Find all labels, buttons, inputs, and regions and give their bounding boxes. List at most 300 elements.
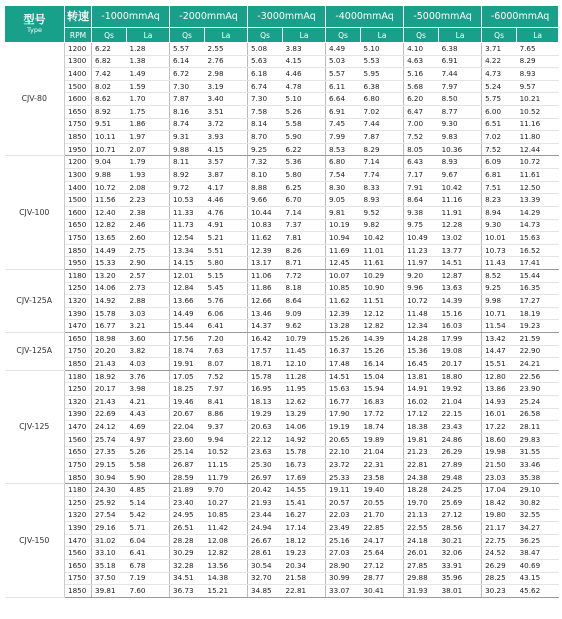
qs-cell: 18.92	[92, 370, 127, 383]
qs-cell: 9.30	[482, 219, 517, 232]
la-cell: 35.38	[517, 471, 559, 484]
la-cell: 1.79	[127, 156, 170, 169]
la-cell: 10.29	[361, 269, 404, 282]
qs-cell: 7.52	[404, 131, 439, 144]
qs-cell: 9.75	[404, 219, 439, 232]
la-cell: 7.44	[439, 68, 482, 81]
qs-cell: 9.31	[170, 131, 205, 144]
qs-cell: 7.00	[404, 118, 439, 131]
table-row	[5, 345, 559, 358]
la-cell: 8.33	[361, 181, 404, 194]
la-cell: 7.37	[283, 219, 326, 232]
la-cell: 13.63	[439, 282, 482, 295]
qs-cell: 28.28	[170, 534, 205, 547]
la-cell: 8.26	[283, 244, 326, 257]
qs-cell: 6.64	[326, 93, 361, 106]
la-cell: 4.21	[127, 396, 170, 409]
table-row	[5, 421, 559, 434]
type-header-label: 型号	[23, 13, 46, 26]
la-cell: 9.70	[205, 484, 248, 497]
qs-cell: 17.22	[482, 421, 517, 434]
qs-cell: 6.11	[326, 80, 361, 93]
qs-cell: 17.04	[482, 484, 517, 497]
la-cell: 16.27	[283, 509, 326, 522]
qs-cell: 13.17	[248, 257, 283, 270]
qs-cell: 10.19	[326, 219, 361, 232]
la-cell: 13.02	[439, 232, 482, 245]
qs-cell: 21.50	[482, 459, 517, 472]
qs-cell: 12.34	[404, 320, 439, 333]
model-cell: CJV-100	[5, 156, 65, 269]
qs-cell: 20.17	[92, 383, 127, 396]
rpm-cell: 1470	[65, 320, 92, 333]
qs-cell: 8.11	[170, 156, 205, 169]
la-cell: 5.10	[361, 43, 404, 56]
la-cell: 14.55	[283, 484, 326, 497]
la-cell: 10.42	[361, 232, 404, 245]
rpm-cell: 1750	[65, 118, 92, 131]
la-cell: 14.39	[361, 333, 404, 346]
la-cell: 28.56	[439, 522, 482, 535]
la-cell: 33.91	[439, 559, 482, 572]
table-row	[5, 257, 559, 270]
la-cell: 22.15	[439, 408, 482, 421]
la-cell: 23.58	[361, 471, 404, 484]
la-cell: 12.28	[439, 219, 482, 232]
la-cell: 30.21	[439, 534, 482, 547]
qs-cell: 10.07	[326, 269, 361, 282]
qs-cell: 8.70	[248, 131, 283, 144]
qs-cell: 22.69	[92, 408, 127, 421]
qs-cell: 16.42	[248, 333, 283, 346]
table-row	[5, 118, 559, 131]
la-cell: 6.80	[361, 93, 404, 106]
la-cell: 11.15	[205, 459, 248, 472]
qs-cell: 19.80	[482, 509, 517, 522]
la-cell: 2.98	[205, 68, 248, 81]
qs-cell: 11.62	[326, 295, 361, 308]
qs-cell: 26.87	[170, 459, 205, 472]
qs-cell: 28.59	[170, 471, 205, 484]
la-cell: 5.15	[205, 269, 248, 282]
qs-cell: 26.01	[404, 547, 439, 560]
qs-cell: 30.23	[482, 585, 517, 598]
qs-cell: 19.11	[326, 484, 361, 497]
qs-cell: 11.06	[248, 269, 283, 282]
la-cell: 8.29	[361, 143, 404, 156]
qs-cell: 12.54	[170, 232, 205, 245]
la-cell: 1.38	[127, 55, 170, 68]
la-cell: 17.27	[517, 295, 559, 308]
qs-cell: 20.42	[248, 484, 283, 497]
rpm-header-label: 转速	[67, 9, 89, 23]
qs-cell: 9.96	[404, 282, 439, 295]
qs-cell: 8.10	[248, 169, 283, 182]
table-row	[5, 585, 559, 598]
la-cell: 16.73	[283, 459, 326, 472]
qs-cell: 15.44	[170, 320, 205, 333]
qs-cell: 13.34	[170, 244, 205, 257]
qs-cell: 18.28	[404, 484, 439, 497]
qs-cell: 8.52	[482, 269, 517, 282]
la-cell: 5.36	[283, 156, 326, 169]
qs-cell: 21.17	[482, 522, 517, 535]
la-cell: 21.04	[361, 446, 404, 459]
qs-cell: 15.51	[482, 358, 517, 371]
la-cell: 19.40	[361, 484, 404, 497]
qs-cell: 9.38	[404, 206, 439, 219]
la-cell: 4.91	[205, 219, 248, 232]
la-cell: 20.17	[439, 358, 482, 371]
qs-cell: 7.42	[92, 68, 127, 81]
table-row	[5, 232, 559, 245]
la-cell: 22.85	[361, 522, 404, 535]
qs-cell: 28.25	[482, 572, 517, 585]
rpm-cell: 1650	[65, 446, 92, 459]
qs-cell: 4.10	[404, 43, 439, 56]
la-cell: 32.55	[517, 509, 559, 522]
qs-cell: 27.03	[326, 547, 361, 560]
la-cell: 10.27	[205, 496, 248, 509]
qs-cell: 5.63	[248, 55, 283, 68]
qs-cell: 6.09	[482, 156, 517, 169]
la-cell: 8.29	[517, 55, 559, 68]
la-cell: 30.82	[517, 496, 559, 509]
qs-cell: 5.03	[326, 55, 361, 68]
qs-cell: 23.63	[248, 446, 283, 459]
qs-cell: 10.83	[248, 219, 283, 232]
la-cell: 7.81	[283, 232, 326, 245]
la-cell: 9.09	[283, 307, 326, 320]
model-cell: CJV-125A	[5, 333, 65, 371]
la-cell: 38.01	[439, 585, 482, 598]
qs-cell: 15.33	[92, 257, 127, 270]
qs-cell: 33.07	[326, 585, 361, 598]
pressure-header-5: -5000mmAq	[404, 6, 482, 28]
la-cell: 7.44	[361, 118, 404, 131]
qs-cell: 11.48	[404, 307, 439, 320]
qs-cell: 14.37	[248, 320, 283, 333]
qs-cell: 6.72	[170, 68, 205, 81]
la-cell: 5.14	[127, 496, 170, 509]
la-cell: 11.01	[361, 244, 404, 257]
qs-cell: 9.88	[170, 143, 205, 156]
qs-cell: 24.38	[404, 471, 439, 484]
qs-cell: 16.01	[482, 408, 517, 421]
qs-cell: 9.25	[248, 143, 283, 156]
rpm-cell: 1850	[65, 358, 92, 371]
la-cell: 18.19	[517, 307, 559, 320]
la-cell: 23.90	[517, 383, 559, 396]
la-cell: 8.93	[439, 156, 482, 169]
la-cell: 12.82	[205, 547, 248, 560]
qs-cell: 14.92	[92, 295, 127, 308]
la-cell: 10.42	[439, 181, 482, 194]
qs-cell: 14.91	[404, 383, 439, 396]
la-cell: 10.21	[517, 93, 559, 106]
la-cell: 29.48	[439, 471, 482, 484]
la-cell: 7.87	[361, 131, 404, 144]
qs-cell: 13.65	[92, 232, 127, 245]
table-row	[5, 106, 559, 119]
la-cell: 11.91	[439, 206, 482, 219]
rpm-cell: 1320	[65, 295, 92, 308]
qs-cell: 22.81	[404, 459, 439, 472]
la-cell: 43.15	[517, 572, 559, 585]
qs-cell: 6.91	[326, 106, 361, 119]
qs-cell: 20.67	[170, 408, 205, 421]
la-cell: 10.36	[439, 143, 482, 156]
qs-cell: 29.15	[92, 459, 127, 472]
la-cell: 18.74	[361, 421, 404, 434]
qs-cell: 16.95	[248, 383, 283, 396]
qs-cell: 6.80	[326, 156, 361, 169]
la-cell: 8.86	[205, 408, 248, 421]
rpm-cell: 1180	[65, 370, 92, 383]
la-cell: 7.60	[127, 585, 170, 598]
qs-cell: 8.30	[326, 181, 361, 194]
qs-cell: 21.89	[170, 484, 205, 497]
qs-cell: 7.54	[326, 169, 361, 182]
table-row	[5, 206, 559, 219]
qs-cell: 17.05	[170, 370, 205, 383]
qs-cell: 22.10	[326, 446, 361, 459]
qs-cell: 9.04	[92, 156, 127, 169]
rpm-cell: 1500	[65, 80, 92, 93]
la-cell: 27.12	[361, 559, 404, 572]
rpm-cell: 1850	[65, 131, 92, 144]
la-cell: 22.90	[517, 345, 559, 358]
la-cell: 6.41	[127, 547, 170, 560]
qs-cell: 6.22	[92, 43, 127, 56]
qs-cell: 10.49	[404, 232, 439, 245]
la-cell: 17.72	[361, 408, 404, 421]
la-cell: 15.41	[283, 496, 326, 509]
rpm-cell: 1850	[65, 471, 92, 484]
la-cell: 4.03	[127, 358, 170, 371]
la-cell: 16.83	[361, 396, 404, 409]
model-cell: CJV-125A	[5, 269, 65, 332]
rpm-header	[65, 6, 92, 28]
qs-cell: 10.44	[248, 206, 283, 219]
table-row	[5, 194, 559, 207]
qs-cell: 27.54	[92, 509, 127, 522]
table-row	[5, 269, 559, 282]
qs-cell: 19.19	[326, 421, 361, 434]
qs-cell: 5.57	[170, 43, 205, 56]
qs-cell: 25.74	[92, 433, 127, 446]
la-cell: 33.46	[517, 459, 559, 472]
table-row	[5, 244, 559, 257]
la-cell: 4.15	[283, 55, 326, 68]
la-cell: 3.87	[205, 169, 248, 182]
qs-cell: 9.81	[326, 206, 361, 219]
qs-cell: 6.74	[248, 80, 283, 93]
table-row	[5, 93, 559, 106]
la-cell: 6.70	[283, 194, 326, 207]
la-cell: 3.19	[205, 80, 248, 93]
la-cell: 8.77	[439, 106, 482, 119]
qs-cell: 22.75	[482, 534, 517, 547]
la-cell: 5.58	[283, 118, 326, 131]
la-cell: 2.08	[127, 181, 170, 194]
qs-cell: 8.62	[92, 93, 127, 106]
la-cell: 8.71	[283, 257, 326, 270]
la-cell: 7.20	[205, 333, 248, 346]
la-cell: 2.23	[127, 194, 170, 207]
qs-cell: 17.57	[248, 345, 283, 358]
table-row	[5, 181, 559, 194]
qs-cell: 13.28	[326, 320, 361, 333]
la-cell: 24.25	[439, 484, 482, 497]
qs-cell: 9.05	[326, 194, 361, 207]
qs-cell: 16.37	[326, 345, 361, 358]
la-cell: 10.85	[205, 509, 248, 522]
la-cell: 3.60	[127, 333, 170, 346]
qs-cell: 15.36	[404, 345, 439, 358]
la-cell: 6.38	[361, 80, 404, 93]
qs-cell: 7.51	[482, 181, 517, 194]
qs-cell: 11.69	[326, 244, 361, 257]
la-cell: 5.90	[283, 131, 326, 144]
la-cell: 5.80	[205, 257, 248, 270]
la-cell: 4.97	[127, 433, 170, 446]
la-cell: 17.14	[283, 522, 326, 535]
qs-cell: 18.25	[170, 383, 205, 396]
qs-cell: 7.17	[404, 169, 439, 182]
la-cell: 3.57	[205, 156, 248, 169]
qs-cell: 10.94	[326, 232, 361, 245]
la-cell: 15.04	[361, 370, 404, 383]
qs-cell: 22.12	[248, 433, 283, 446]
qs-cell: 15.78	[248, 370, 283, 383]
la-cell: 5.53	[361, 55, 404, 68]
la-cell: 24.86	[439, 433, 482, 446]
qs-cell: 21.43	[92, 358, 127, 371]
la-cell: 27.12	[439, 509, 482, 522]
la-cell: 11.80	[517, 131, 559, 144]
la-cell: 26.29	[439, 446, 482, 459]
la-cell: 28.77	[361, 572, 404, 585]
qs-cell: 26.97	[248, 471, 283, 484]
la-cell: 21.58	[283, 572, 326, 585]
rpm-cell: 1200	[65, 156, 92, 169]
la-cell: 10.90	[361, 282, 404, 295]
qs-cell: 8.92	[170, 169, 205, 182]
rpm-cell: 1650	[65, 219, 92, 232]
table-row	[5, 471, 559, 484]
table-row	[5, 307, 559, 320]
la-cell: 9.52	[361, 206, 404, 219]
la-cell: 19.92	[439, 383, 482, 396]
la-cell: 7.97	[439, 80, 482, 93]
la-cell: 1.86	[127, 118, 170, 131]
qs-cell: 7.30	[248, 93, 283, 106]
la-cell: 8.18	[283, 282, 326, 295]
qs-cell: 8.23	[482, 194, 517, 207]
la-cell: 9.30	[439, 118, 482, 131]
qs-cell: 9.72	[170, 181, 205, 194]
qs-cell: 7.32	[248, 156, 283, 169]
la-cell: 11.51	[361, 295, 404, 308]
table-row	[5, 333, 559, 346]
la-cell: 24.17	[361, 534, 404, 547]
la-cell: 3.51	[205, 106, 248, 119]
la-cell: 15.21	[205, 585, 248, 598]
la-cell: 34.27	[517, 522, 559, 535]
qs-cell: 14.15	[170, 257, 205, 270]
qs-cell: 12.84	[170, 282, 205, 295]
qs-cell: 22.55	[404, 522, 439, 535]
model-cell: CJV-150	[5, 484, 65, 597]
qs-cell: 4.63	[404, 55, 439, 68]
qs-cell: 18.38	[404, 421, 439, 434]
qs-cell: 5.75	[482, 93, 517, 106]
la-cell: 7.65	[517, 43, 559, 56]
qs-cell: 12.01	[170, 269, 205, 282]
qs-cell: 11.86	[248, 282, 283, 295]
la-cell: 7.19	[127, 572, 170, 585]
qs-cell: 21.23	[404, 446, 439, 459]
la-cell: 6.41	[205, 320, 248, 333]
la-cell: 2.88	[127, 295, 170, 308]
la-cell: 14.38	[205, 572, 248, 585]
table-row	[5, 396, 559, 409]
la-cell: 45.62	[517, 585, 559, 598]
qs-cell: 19.70	[404, 496, 439, 509]
table-row	[5, 80, 559, 93]
qs-cell: 28.61	[248, 547, 283, 560]
qs-cell: 7.99	[326, 131, 361, 144]
qs-cell: 7.02	[482, 131, 517, 144]
la-cell: 9.62	[283, 320, 326, 333]
table-row	[5, 43, 559, 56]
qs-cell: 34.51	[170, 572, 205, 585]
la-cell: 19.08	[439, 345, 482, 358]
qs-cell: 23.72	[326, 459, 361, 472]
rpm-cell: 1250	[65, 383, 92, 396]
la-cell: 8.50	[439, 93, 482, 106]
table-row	[5, 219, 559, 232]
qs-cell: 8.74	[170, 118, 205, 131]
la-cell: 16.52	[517, 244, 559, 257]
qs-cell: 10.85	[326, 282, 361, 295]
la-cell: 16.03	[439, 320, 482, 333]
qs-cell: 17.12	[404, 408, 439, 421]
qs-cell: 25.92	[92, 496, 127, 509]
qs-cell: 10.53	[170, 194, 205, 207]
la-cell: 8.41	[205, 396, 248, 409]
la-cell: 17.41	[517, 257, 559, 270]
la-cell: 1.93	[127, 169, 170, 182]
rpm-cell: 1750	[65, 232, 92, 245]
la-cell: 4.78	[283, 80, 326, 93]
la-cell: 3.40	[205, 93, 248, 106]
la-cell: 19.23	[283, 547, 326, 560]
la-cell: 6.91	[439, 55, 482, 68]
la-cell: 5.42	[127, 509, 170, 522]
rpm-cell: 1320	[65, 396, 92, 409]
qs-cell: 10.01	[482, 232, 517, 245]
la-cell: 11.28	[283, 370, 326, 383]
qs-cell: 14.28	[404, 333, 439, 346]
la-cell: 17.99	[439, 333, 482, 346]
la-cell: 5.76	[205, 295, 248, 308]
la-cell: 3.82	[127, 345, 170, 358]
qs-cell: 16.02	[404, 396, 439, 409]
rpm-cell: 1950	[65, 143, 92, 156]
qs-cell: 13.86	[482, 383, 517, 396]
